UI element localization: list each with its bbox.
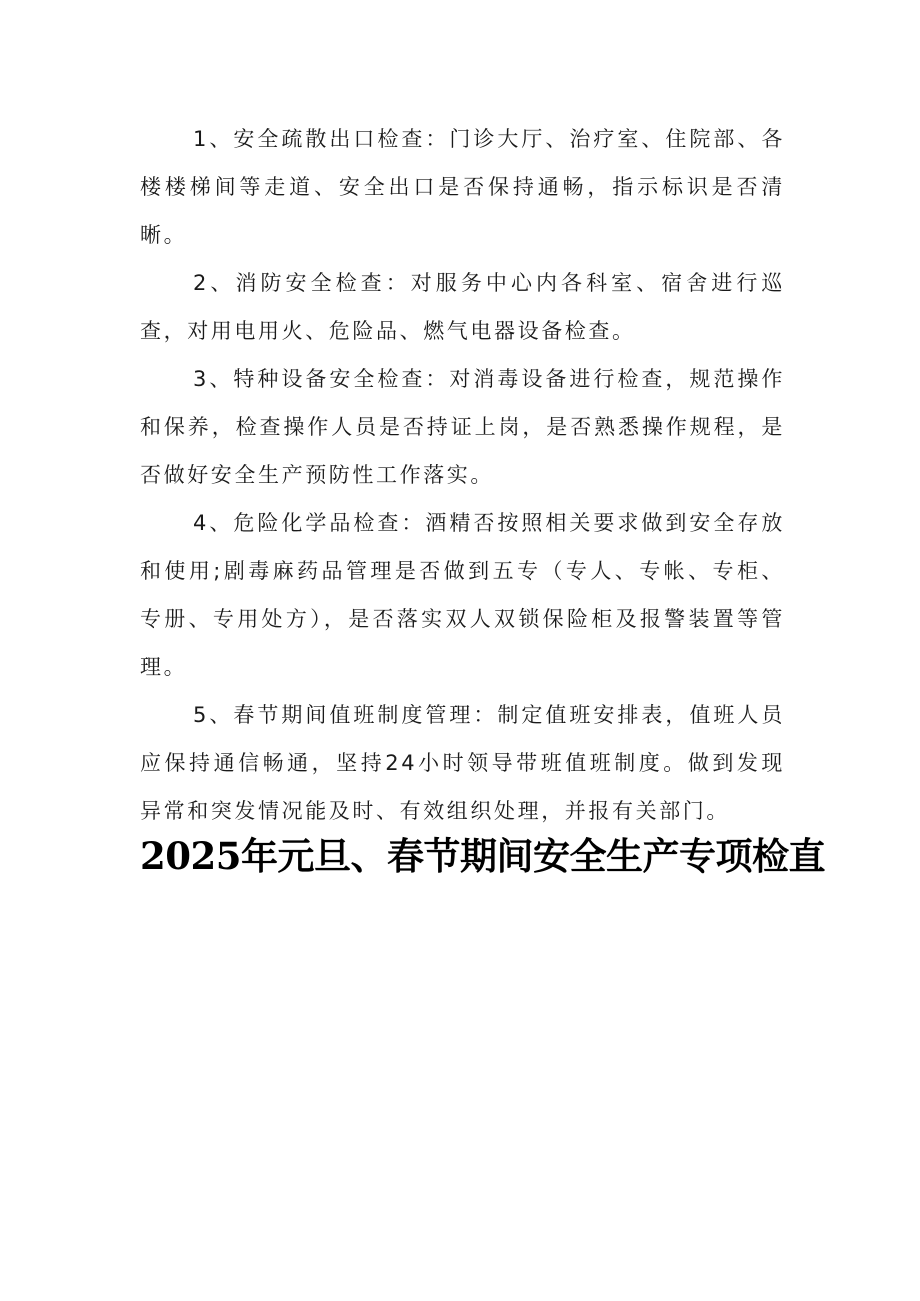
- item-hazardous-chemicals: 4、危险化学品检查：酒精否按照相关要求做到安全存放和使用;剧毒麻药品管理是否做到五专（专人、专帐、专柜、专册、专用处方），是否落实双人双锁保险柜及报警装置等管理。: [140, 511, 785, 679]
- item-special-equipment: 3、特种设备安全检查：对消毒设备进行检查，规范操作和保养，检查操作人员是否持证上岗，是否熟悉操作规程，是否做好安全生产预防性工作落实。: [140, 367, 785, 487]
- document-heading: 2025年元旦、春节期间安全生产专项检直: [140, 834, 825, 878]
- item-duty-system: 5、春节期间值班制度管理：制定值班安排表，值班人员应保持通信畅通，坚持24小时领导带班值班制度。做到发现异常和突发情况能及时、有效组织处理，并报有关部门。: [140, 703, 785, 823]
- item-fire-safety: 2、消防安全检查：对服务中心内各科室、宿舍进行巡查，对用电用火、危险品、燃气电器设备检查。: [140, 271, 785, 343]
- inspection-items: [140, 115, 785, 835]
- item-safety-exits: 1、安全疏散出口检查：门诊大厅、治疗室、住院部、各楼楼梯间等走道、安全出口是否保持通畅，指示标识是否清晰。: [140, 127, 785, 247]
